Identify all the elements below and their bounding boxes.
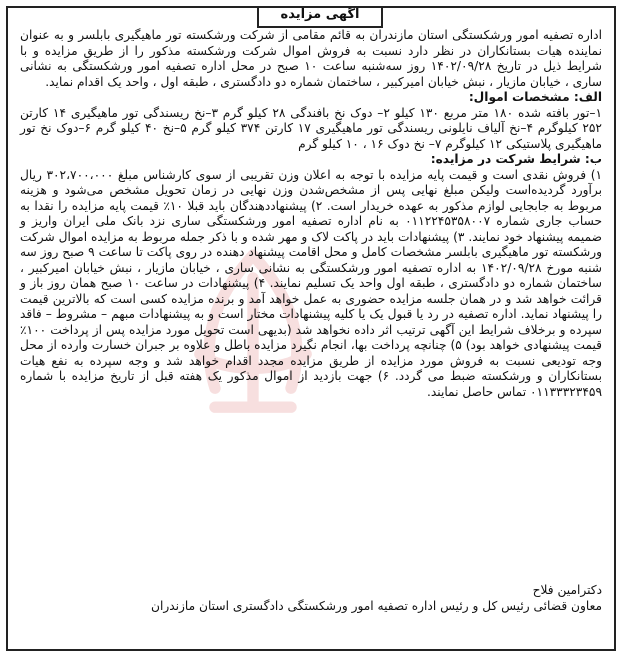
- signature-block: [20, 582, 602, 614]
- signer-name: دکترامین فلاح: [532, 583, 602, 597]
- property-items: ۱–تور بافته شده ۱۸۰ متر مربع ۱۳۰ کیلو ۲– دوک نخ بافندگی ۲۸ کیلو گرم ۳–نخ ریسندگی تور ماهیگیری ۱۴ کارتن ۲۵۲ کیلوگرم ۴–نخ آلیاف نایلونی ریسندگی تور ماهیگیری ۱۷ کارتن ۳۷۴ کیلو گرم ۵–نخ ۴۰ کیلو گرم ۶–دوک نخ تور ماهیگیری پلاستیکی ۱۲ کیلوگرم ۷– نخ دوک ۱۶ ، ۱۰ کیلو گرم: [20, 105, 602, 151]
- intro-paragraph: اداره تصفیه امور ورشکستگی استان مازندران به قائم مقامی از شرکت ورشکسته تور ماهیگیری بابلسر و به عنوان نماینده هیات بستانکاران در نظر دارد نسبت به فروش اموال شرکت ورشکسته مذکور را از طریق مزایده و با شرایط ذیل در تاریخ ۱۴۰۲/۰۹/۲۸ روز سه‌شنبه ساعت ۱۰ صبح در محل اداره تصفیه امور ورشکستگی به نشانی ساری ، خیابان مازیار ، نبش خیابان امیرکبیر ، ساختمان شماره دو دادگستری ، طبقه اول ، واحد یک اقدام نماید.: [20, 28, 602, 89]
- signer-title: معاون قضائی رئیس کل و رئیس اداره تصفیه امور ورشکستگی دادگستری استان مازندران: [151, 599, 602, 613]
- property-specs-heading: الف: مشخصات اموال:: [468, 90, 602, 104]
- auction-notice-frame: [6, 6, 616, 651]
- conditions-heading: ب: شرایط شرکت در مزایده:: [430, 152, 602, 166]
- conditions-paragraph: ۱) فروش نقدی است و قیمت پایه مزایده با توجه به اعلان وزن تقریبی از سوی کارشناس مبلغ ۳۰۲،۷۰۰،۰۰۰ ریال برآورد گردیده‌است ولیکن مبلغ نهایی پس از مشخص‌شدن وزن نهایی در زمان تحویل مشخص می‌شود و هزینه مربوط به جابجایی لوازم مذکور به عهده خریدار است. ۲) پیشنهاددهندگان باید قبلا ۱۰٪ قیمت پایه مزایده را نقدا به حساب جاری شماره ۰۱۱۲۲۴۵۳۵۸۰۰۷ به نام اداره تصفیه امور ورشکستگی ساری نزد بانک ملی ایران واریز و ضمیمه پیشنهاد خود نمایند. ۳) پیشنهادات باید در پاکت لاک و مهر شده و با ذکر جمله مربوط به مزایده اموال شرکت ورشکسته تور ماهیگیری بابلسر مشخصات کامل و محل اقامت پیشنهاد دهنده در روی پاکت تا ساعت ۹ صبح روز سه شنبه مورخ ۱۴۰۲/۰۹/۲۸ به اداره تصفیه امور ورشکستگی به نشانی ساری ، خیابان مازیار ، نبش خیابان امیرکبیر ، ساختمان شماره دو دادگستری ، طبقه اول واحد یک تسلیم نمایند. ۴) پیشنهادات در ساعت ۱۰ صبح همان روز باز و قرائت خواهد شد و در همان جلسه مزایده حضوری به عمل خواهد آمد و برنده مزایده کسی است که بالاترین قیمت را پیشنهاد نماید. اداره تصفیه در رد یا قبول یک یا کلیه پیشنهادات مختار است و به پیشنهادات مبهم – مشروط – فاقد سپرده و برخلاف شرایط این آگهی ترتیب اثر داده نخواهد شد (بدیهی است تحویل مورد مزایده پس از پرداخت ۱۰۰٪ قیمت پیشنهادی خواهد بود) ۵) چنانچه پرداخت بها، انجام نگیرد مزایده باطل و علاوه بر جبران خسارت وارده از محل وجه تودیعی نسبت به فروش مورد مزایده از طریق مزایده مجدد اقدام خواهد شد و وجه سپرده به نفع هیات بستانکاران و ورشکسته ضبط می گردد. ۶) جهت بازدید از اموال مذکور یک هفته قبل از تاریخ مزایده با شماره ۰۱۱۳۳۳۲۳۴۵۹ تماس حاصل نمایند.: [20, 167, 603, 399]
- notice-title: آگهی مزایده: [257, 6, 383, 28]
- notice-body: [20, 28, 602, 400]
